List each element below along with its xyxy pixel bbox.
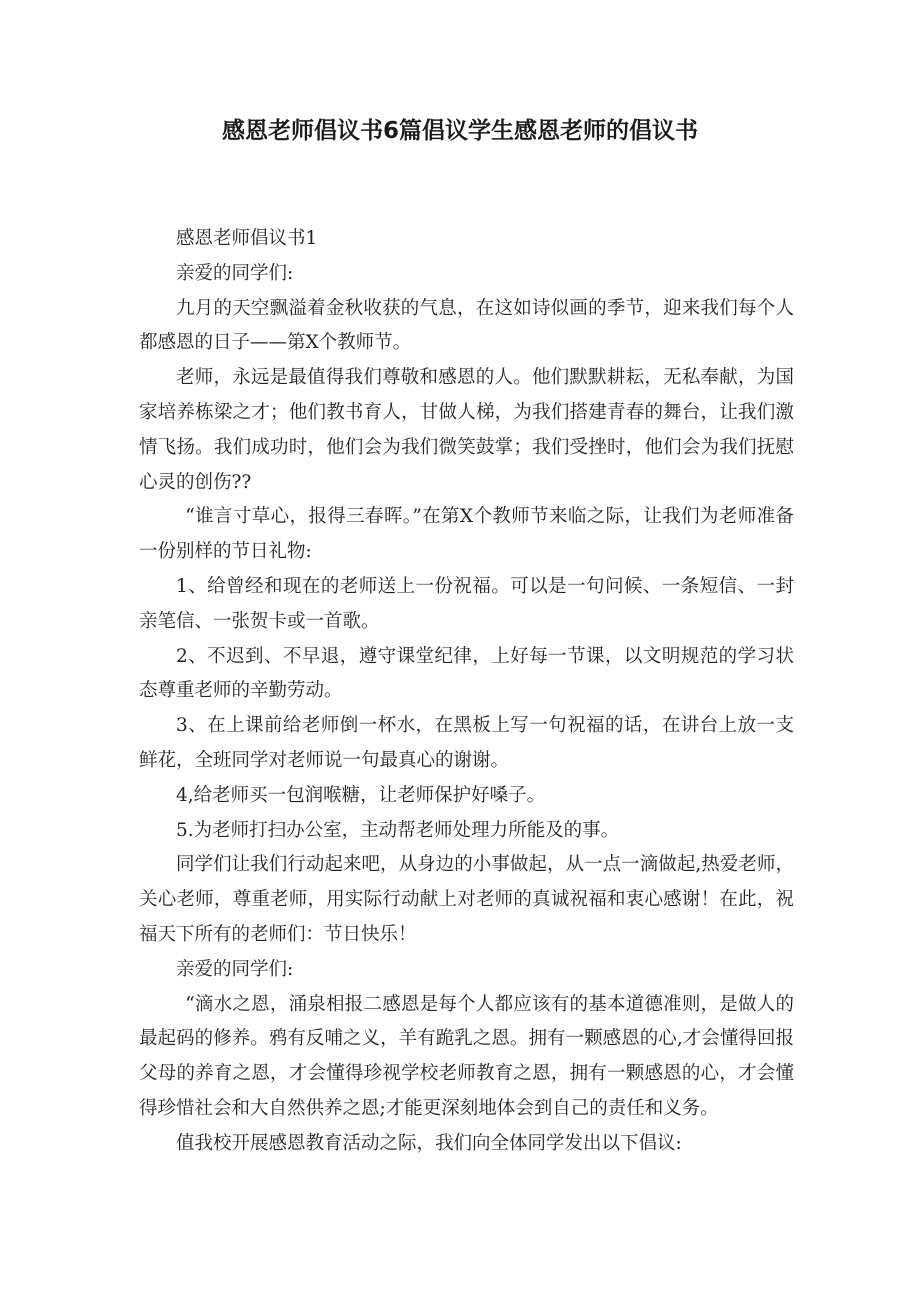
paragraph: “谁言寸草心，报得三春晖。”在第X个教师节来临之际，让我们为老师准备一份别样的节日礼物: <box>139 506 794 563</box>
document-body <box>139 222 794 1162</box>
paragraph: “滴水之恩，涌泉相报二感恩是每个人都应该有的基本道德准则，是做人的最起码的修养。鸦有反哺之义，羊有跪乳之恩。拥有一颗感恩的心,才会懂得回报父母的养育之恩，才会懂得珍视学校老师教育之恩，拥有一颗感恩的心，才会懂得珍惜社会和大自然供养之恩;才能更深刻地体会到自己的责任和义务。 <box>139 993 794 1119</box>
list-item: 4,给老师买一包润喉糖，让老师保护好嗓子。 <box>176 784 546 806</box>
paragraph: 九月的天空飘溢着金秋收获的气息，在这如诗似画的季节，迎来我们每个人都感恩的日子——第X个教师节。 <box>139 297 794 354</box>
list-item: 5.为老师打扫办公室，主动帮老师处理力所能及的事。 <box>176 819 620 841</box>
section-heading: 感恩老师倡议书1 <box>176 228 318 249</box>
list-item: 3、在上课前给老师倒一杯水，在黑板上写一句祝福的话，在讲台上放一支鲜花，全班同学对老师说一句最真心的谢谢。 <box>139 715 794 771</box>
paragraph: 老师，永远是最值得我们尊敬和感恩的人。他们默默耕耘，无私奉献，为国家培养栋梁之才；他们教书育人，甘做人梯，为我们搭建青春的舞台，让我们激情飞扬。我们成功时，他们会为我们微笑鼓掌；我们受挫时，他们会为我们抚慰心灵的创伤?? <box>139 367 794 493</box>
salutation: 亲爱的同学们: <box>176 958 294 980</box>
list-item: 1、给曾经和现在的老师送上一份祝福。可以是一句问候、一条短信、一封亲笔信、一张贺卡或一首歌。 <box>139 575 794 632</box>
document-title: 感恩老师倡议书6篇倡议学生感恩老师的倡议书 <box>221 118 698 144</box>
paragraph: 同学们让我们行动起来吧，从身边的小事做起，从一点一滴做起,热爱老师，关心老师，尊重老师，用实际行动献上对老师的真诚祝福和衷心感谢！在此，祝福天下所有的老师们：节日快乐！ <box>139 854 794 945</box>
paragraph: 值我校开展感恩教育活动之际，我们向全体同学发出以下倡议: <box>176 1132 682 1154</box>
list-item: 2、不迟到、不早退，遵守课堂纪律，上好每一节课，以文明规范的学习状态尊重老师的辛勤劳动。 <box>139 645 794 702</box>
salutation: 亲爱的同学们: <box>176 262 294 284</box>
